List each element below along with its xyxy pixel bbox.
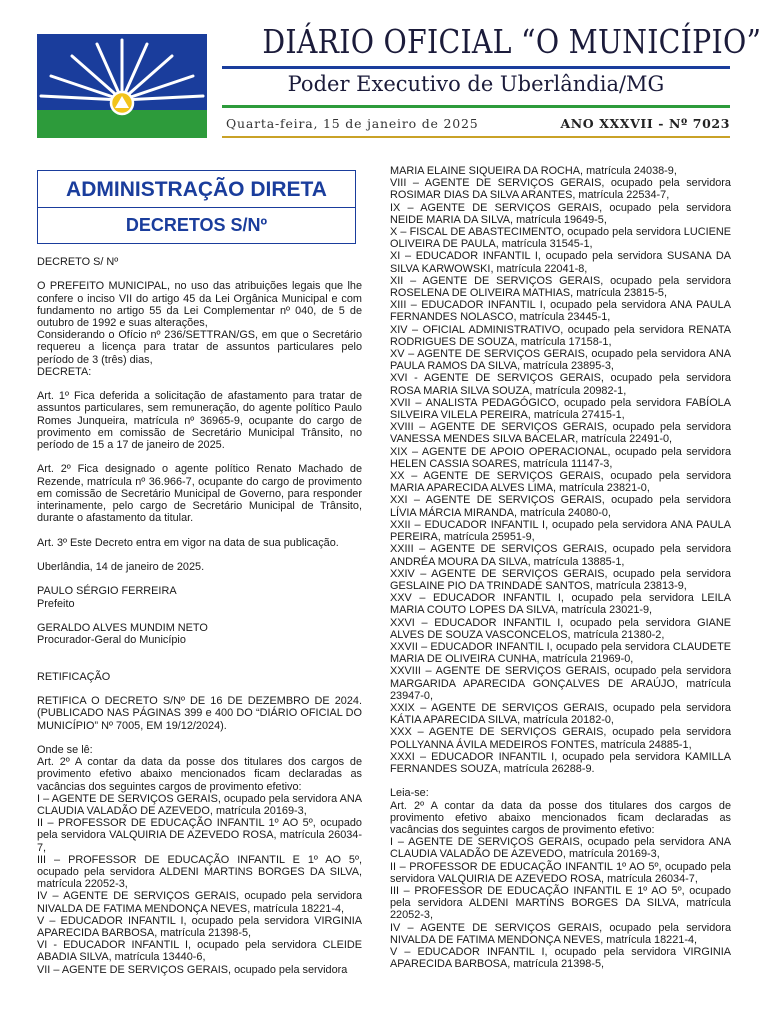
paragraph: XIII – EDUCADOR INFANTIL I, ocupado pela servidora ANA PAULA FERNANDES NOLASCO, matrícula 23445-1,: [390, 299, 731, 324]
paragraph: XXX – AGENTE DE SERVIÇOS GERAIS, ocupado pela servidora POLLYANNA ÁVILA MEDEIROS FONTES, matrícula 24885-1,: [390, 726, 731, 751]
paragraph-spacer: [37, 683, 362, 695]
paragraph: XXI – AGENTE DE SERVIÇOS GERAIS, ocupado pela servidora LÍVIA MÁRCIA MIRANDA, matrícula 24080-0,: [390, 494, 731, 519]
paragraph: XI – EDUCADOR INFANTIL I, ocupado pela servidora SUSANA DA SILVA KARWOWSKI, matrícula 22041-8,: [390, 250, 731, 275]
paragraph: XXVII – EDUCADOR INFANTIL I, ocupado pela servidora CLAUDETE MARIA DE OLIVEIRA CUNHA, matrícula 21969-0,: [390, 640, 731, 666]
paragraph: XXVIII – AGENTE DE SERVIÇOS GERAIS, ocupado pela servidora MARGARIDA APARECIDA GONÇALVES DE ARAÚJO, matrícula 23947-0,: [390, 665, 731, 702]
paragraph: VII – AGENTE DE SERVIÇOS GERAIS, ocupado pela servidora: [37, 963, 348, 976]
paragraph-spacer: [390, 775, 731, 787]
masthead-divider-gold: [222, 136, 730, 138]
paragraph-spacer: [37, 378, 362, 390]
paragraph: III – PROFESSOR DE EDUCAÇÃO INFANTIL E 1º AO 5º, ocupado pela servidora ALDENI MARTINS BORGES DA SILVA, matrícula 22052-3,: [37, 853, 362, 891]
paragraph-spacer: [37, 659, 362, 671]
paragraph: XVI - AGENTE DE SERVIÇOS GERAIS, ocupado pela servidora ROSA MARIA SILVA SOUZA, matrícula 20982-1,: [390, 372, 731, 397]
paragraph-spacer: [37, 573, 362, 585]
paragraph: DECRETO S/ Nº: [37, 256, 119, 268]
paragraph-spacer: [37, 268, 362, 280]
paragraph: RETIFICAÇÃO: [37, 670, 111, 683]
paragraph: RETIFICA O DECRETO S/Nº DE 16 DE DEZEMBRO DE 2024. (PUBLICADO NAS PÁGINAS 399 e 400 DO “DIÁRIO OFICIAL DO MUNICÍPIO” Nº 7005, EM 19/12/2024).: [37, 695, 362, 732]
paragraph: Procurador-Geral do Município: [37, 634, 186, 647]
paragraph: PAULO SÉRGIO FERREIRA: [37, 585, 177, 598]
paragraph: XXIX – AGENTE DE SERVIÇOS GERAIS, ocupado pela servidora KÁTIA APARECIDA SILVA, matrícula 20182-0,: [390, 701, 731, 727]
paragraph: Onde se lê:: [37, 743, 93, 756]
paragraph: II – PROFESSOR DE EDUCAÇÃO INFANTIL 1º AO 5º, ocupado pela servidora VALQUIRIA DE AZEVEDO ROSA, matrícula 26034-7,: [37, 817, 362, 854]
paragraph: Art. 2º A contar da data da posse dos titulares dos cargos de provimento efetivo abaixo mencionados ficam declaradas as vacâncias dos seguintes cargos de provimento efetivo:: [37, 756, 362, 793]
paragraph: V – EDUCADOR INFANTIL I, ocupado pela servidora VIRGINIA APARECIDA BARBOSA, matrícula 21398-5,: [390, 945, 731, 971]
paragraph: X – FISCAL DE ABASTECIMENTO, ocupado pela servidora LUCIENE OLIVEIRA DE PAULA, matrícula 31545-1,: [390, 226, 731, 251]
paragraph: Prefeito: [37, 597, 75, 610]
paragraph: II – PROFESSOR DE EDUCAÇÃO INFANTIL 1º AO 5º, ocupado pela servidora VALQUIRIA DE AZEVEDO ROSA, matrícula 26034-7,: [390, 860, 731, 885]
paragraph: XXV – EDUCADOR INFANTIL I, ocupado pela servidora LEILA MARIA COUTO LOPES DA SILVA, matrícula 23021-9,: [390, 592, 731, 617]
paragraph: V – EDUCADOR INFANTIL I, ocupado pela servidora VIRGINIA APARECIDA BARBOSA, matrícula 21398-5,: [37, 914, 362, 939]
paragraph: Uberlândia, 14 de janeiro de 2025.: [37, 561, 205, 573]
paragraph: I – AGENTE DE SERVIÇOS GERAIS, ocupado pela servidora ANA CLAUDIA VALADÃO DE AZEVEDO, matrícula 20169-3,: [390, 836, 731, 861]
flag-rays-icon: [37, 34, 207, 138]
paragraph: Leia-se:: [390, 787, 429, 800]
paragraph: XXIV – AGENTE DE SERVIÇOS GERAIS, ocupado pela servidora GESLAINE PIO DA TRINDADE SANTOS, matrícula 23813-9,: [390, 567, 731, 592]
paragraph: DECRETA:: [37, 365, 92, 378]
right-text-column: [390, 165, 731, 970]
paragraph: XIV – OFICIAL ADMINISTRATIVO, ocupado pela servidora RENATA RODRIGUES DE SOUZA, matrícula 17158-1,: [390, 323, 731, 348]
paragraph: XXXI – EDUCADOR INFANTIL I, ocupado pela servidora KAMILLA FERNANDES SOUZA, matrícula 26288-9.: [390, 750, 731, 775]
section-header-box: [37, 170, 356, 244]
paragraph-spacer: [37, 646, 362, 658]
paragraph: XIX – AGENTE DE APOIO OPERACIONAL, ocupado pela servidora HELEN CASSIA SOARES, matrícula 11147-3,: [390, 445, 731, 470]
paragraph-spacer: [37, 732, 362, 744]
paragraph: Art. 1º Fica deferida a solicitação de afastamento para tratar de assuntos particulares, sem remuneração, do agente político Paulo Romes Junqueira, matrícula nº 36965-9, ocupante do cargo de provimento em comissão de Secretário Municipal Trânsito, no período de 15 a 17 de janeiro de 2025.: [37, 390, 362, 452]
paragraph: Art. 3º Este Decreto entra em vigor na data de sua publicação.: [37, 536, 339, 549]
paragraph: XII – AGENTE DE SERVIÇOS GERAIS, ocupado pela servidora ROSELENA DE OLIVEIRA MATHIAS, matrícula 23815-5,: [390, 274, 731, 300]
newspaper-subtitle: Poder Executivo de Uberlândia/MG: [287, 72, 665, 96]
paragraph: XX – AGENTE DE SERVIÇOS GERAIS, ocupado pela servidora MARIA APARECIDA ALVES LIMA, matrícula 23821-0,: [390, 470, 731, 495]
paragraph: MARIA ELAINE SIQUEIRA DA ROCHA, matrícula 24038-9,: [390, 165, 677, 177]
paragraph: XV – AGENTE DE SERVIÇOS GERAIS, ocupado pela servidora ANA PAULA RAMOS DA SILVA, matrícula 23895-3,: [390, 348, 731, 373]
newspaper-title: DIÁRIO OFICIAL “O MUNICÍPIO”: [262, 22, 762, 61]
masthead-divider-blue: [222, 66, 730, 69]
paragraph: VIII – AGENTE DE SERVIÇOS GERAIS, ocupado pela servidora ROSIMAR DIAS DA SILVA ARANTES, matrícula 22534-7,: [390, 177, 731, 202]
paragraph: IV – AGENTE DE SERVIÇOS GERAIS, ocupado pela servidora NIVALDA DE FATIMA MENDONÇA NEVES, matrícula 18221-4,: [37, 890, 362, 915]
paragraph: Art. 2º A contar da data da posse dos titulares dos cargos de provimento efetivo abaixo mencionados ficam declaradas as vacâncias dos seguintes cargos de provimento efetivo:: [390, 799, 731, 836]
paragraph: XVII – ANALISTA PEDAGÓGICO, ocupado pela servidora FABÍOLA SILVEIRA VILELA PEREIRA, matrícula 27415-1,: [390, 396, 731, 422]
uberlandia-flag-emblem-icon: [37, 34, 207, 138]
paragraph: VI - EDUCADOR INFANTIL I, ocupado pela servidora CLEIDE ABADIA SILVA, matrícula 13440-6,: [37, 939, 362, 964]
paragraph: XXIII – AGENTE DE SERVIÇOS GERAIS, ocupado pela servidora ANDRÉA MOURA DA SILVA, matrícula 13885-1,: [390, 543, 731, 568]
section-header-divider: [38, 207, 355, 208]
left-text-column: [37, 256, 362, 976]
paragraph: O PREFEITO MUNICIPAL, no uso das atribuições legais que lhe confere o inciso VII do artigo 45 da Lei Orgânica Municipal e com fundamento no artigo 55 da Lei Complementar nº 040, de 5 de outubro de 1992 e suas alterações,: [37, 280, 362, 329]
paragraph: IX – AGENTE DE SERVIÇOS GERAIS, ocupado pela servidora NEIDE MARIA DA SILVA, matrícula 19649-5,: [390, 201, 731, 226]
paragraph-spacer: [37, 524, 362, 536]
paragraph: IV – AGENTE DE SERVIÇOS GERAIS, ocupado pela servidora NIVALDA DE FATIMA MENDONÇA NEVES, matrícula 18221-4,: [390, 921, 731, 946]
paragraph: I – AGENTE DE SERVIÇOS GERAIS, ocupado pela servidora ANA CLAUDIA VALADÃO DE AZEVEDO, matrícula 20169-3,: [37, 792, 362, 817]
paragraph: III – PROFESSOR DE EDUCAÇÃO INFANTIL E 1º AO 5º, ocupado pela servidora ALDENI MARTINS BORGES DA SILVA, matrícula 22052-3,: [390, 884, 731, 922]
section-title: ADMINISTRAÇÃO DIRETA: [66, 178, 327, 201]
paragraph: XXII – EDUCADOR INFANTIL I, ocupado pela servidora ANA PAULA PEREIRA, matrícula 25951-9,: [390, 518, 731, 544]
paragraph: XVIII – AGENTE DE SERVIÇOS GERAIS, ocupado pela servidora VANESSA MENDES SILVA BACELAR, matrícula 22491-0,: [390, 421, 731, 446]
paragraph: XXVI – EDUCADOR INFANTIL I, ocupado pela servidora GIANE ALVES DE SOUZA VASCONCELOS, matrícula 21380-2,: [390, 616, 731, 641]
issue-edition: ANO XXXVII - Nº 7023: [560, 116, 730, 131]
paragraph-spacer: [37, 610, 362, 622]
section-subtitle: DECRETOS S/Nº: [125, 215, 268, 235]
paragraph-spacer: [37, 451, 362, 463]
paragraph-spacer: [37, 549, 362, 561]
paragraph: GERALDO ALVES MUNDIM NETO: [37, 621, 208, 634]
masthead-divider-green: [222, 105, 730, 108]
issue-date: Quarta-feira, 15 de janeiro de 2025: [226, 116, 479, 131]
paragraph: Considerando o Ofício nº 236/SETTRAN/GS, em que o Secretário requereu a licença para tratar de assuntos particulares pelo período de 3 (três) dias,: [37, 329, 362, 366]
paragraph: Art. 2º Fica designado o agente político Renato Machado de Rezende, matrícula nº 36.966-7, ocupante do cargo de provimento em comissão de Secretário Municipal de Governo, para responder interinamente, pelo cargo de Secretário Municipal de Trânsito, durante o afastamento da titular.: [37, 463, 362, 525]
